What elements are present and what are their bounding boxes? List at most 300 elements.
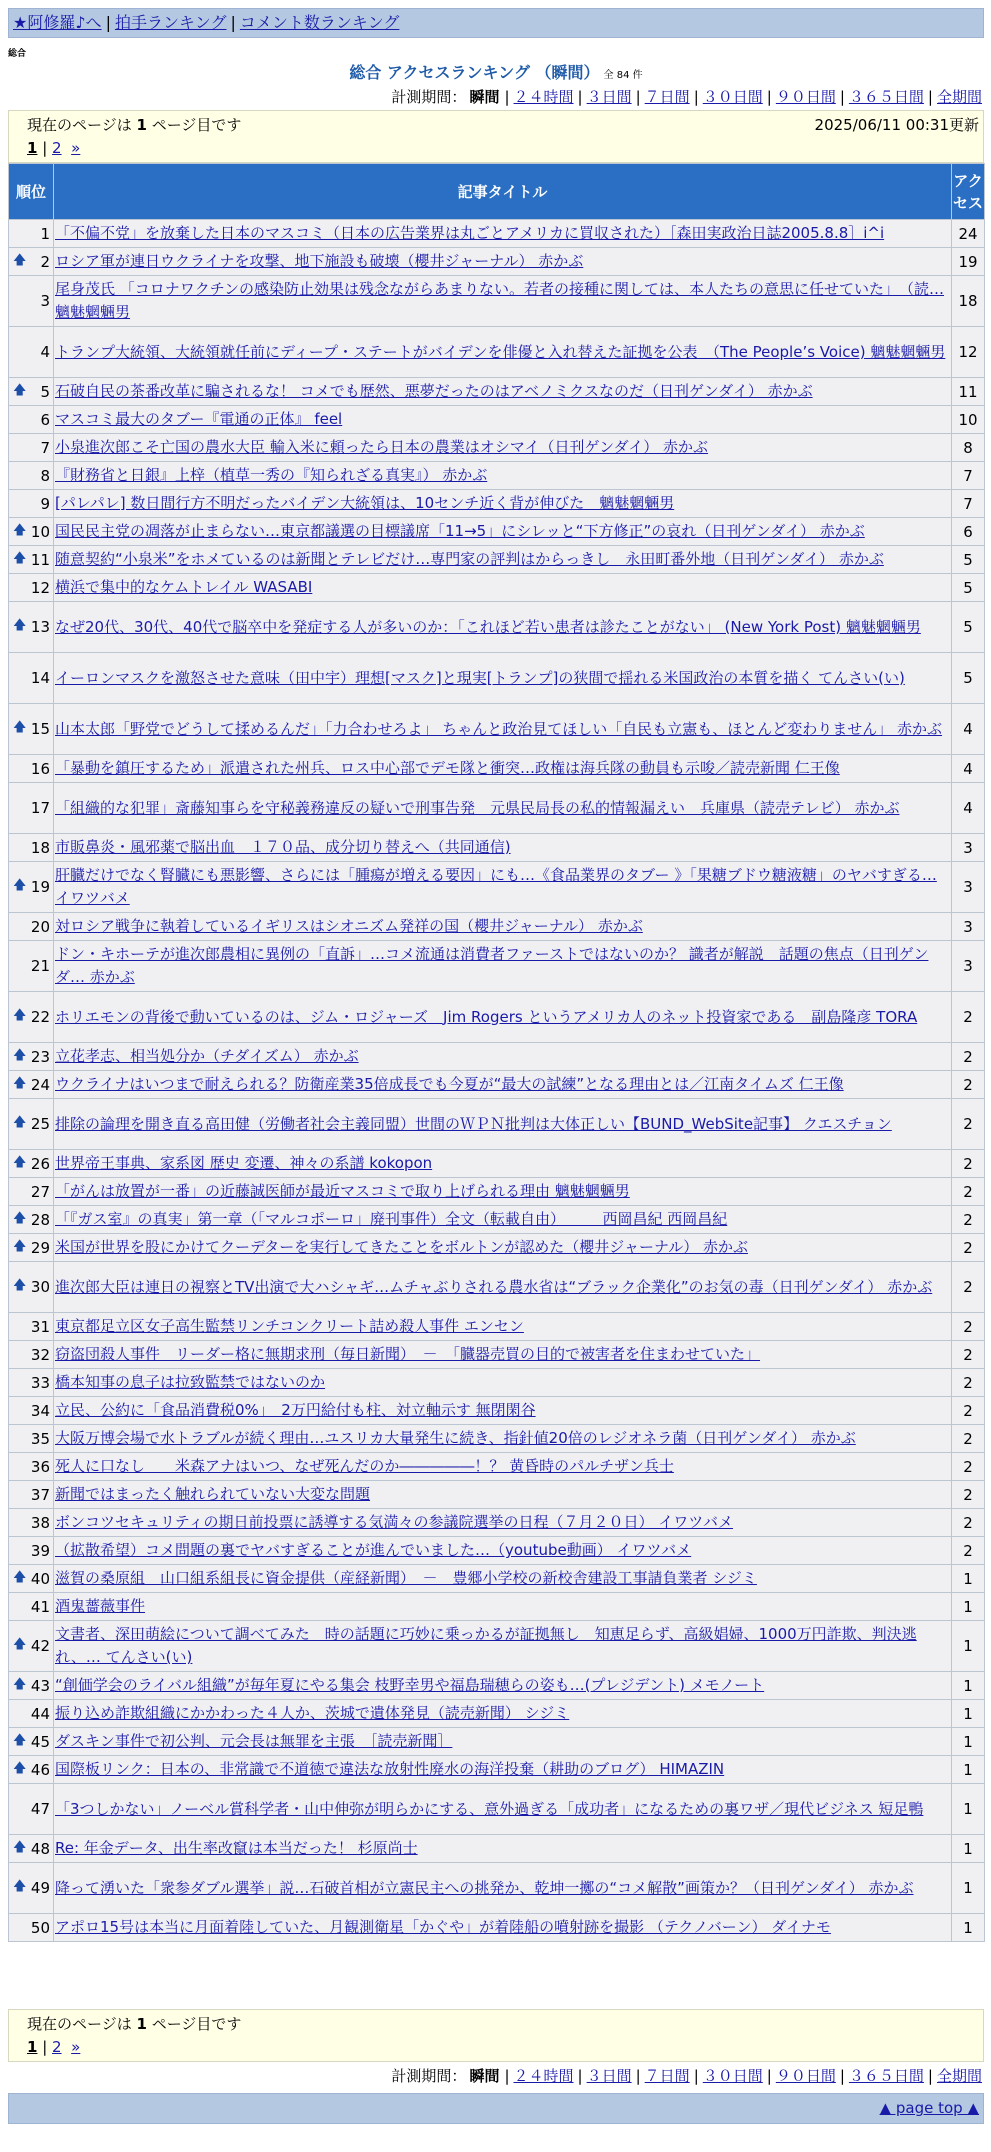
access-count: 2	[952, 1099, 985, 1150]
title-cell	[54, 1206, 952, 1234]
up-arrow-icon: 🡅	[13, 522, 27, 538]
article-link[interactable]: 大阪万博会場で水トラブルが続く理由…ユスリカ大量発生に続き、指針値20倍のレジオネラ菌（日刊ゲンダイ） 赤かぶ	[55, 1429, 856, 1447]
article-link[interactable]: 山本太郎「野党でどうして揉めるんだ」「力合わせろよ」 ちゃんと政治見てほしい「自民も立憲も、ほとんど変わりません」 赤かぶ	[55, 719, 943, 738]
rank-number: 7	[40, 438, 50, 457]
rank-cell	[9, 518, 54, 546]
period-link-90d[interactable]: ９０日間	[775, 2067, 836, 2085]
rank-column-header: 順位	[9, 164, 54, 220]
table-header-row	[9, 164, 985, 220]
period-link-365d[interactable]: ３６５日間	[848, 2067, 924, 2085]
total-count: 全 84 件	[603, 70, 643, 81]
article-link[interactable]: “創価学会のライバル組織”が毎年夏にやる集会 枝野幸男や福島瑞穂らの姿も…(プレジデント) メモノート	[55, 1676, 765, 1694]
next-page-link[interactable]: »	[71, 2038, 81, 2056]
title-cell	[54, 1341, 952, 1369]
title-cell	[54, 1043, 952, 1071]
rank-number: 26	[30, 1154, 50, 1173]
rank-number: 43	[30, 1676, 50, 1695]
article-link[interactable]: ウクライナはいつまで耐えられる？防衛産業35倍成長でも今夏が“最大の試練”となる理由とは／江南タイムズ 仁王像	[55, 1075, 844, 1093]
up-arrow-icon: 🡅	[13, 1210, 27, 1226]
access-count: 2	[952, 1043, 985, 1071]
article-link[interactable]: 「がんは放置が一番」の近藤誠医師が最近マスコミで取り上げられる理由 魑魅魍魎男	[55, 1182, 630, 1200]
article-link[interactable]: 世界帝王事典、家系図 歴史 変遷、神々の系譜 kokopon	[55, 1154, 433, 1172]
rank-cell	[9, 653, 54, 704]
table-row	[9, 1593, 985, 1621]
article-link[interactable]: （拡散希望）コメ問題の裏でヤバすぎることが進んでいました…（youtube動画） イワツバメ	[55, 1541, 692, 1559]
rank-number: 28	[30, 1210, 50, 1229]
title-cell	[54, 1756, 952, 1784]
title-cell	[54, 574, 952, 602]
rank-cell	[9, 1341, 54, 1369]
article-link[interactable]: 滋賀の桑原組 山口組系組長に資金提供（産経新聞） － 豊郷小学校の新校舎建設工事請負業者 シジミ	[55, 1569, 757, 1587]
table-row	[9, 434, 985, 462]
title-cell	[54, 378, 952, 406]
period-label: 計測期間：	[391, 2067, 467, 2085]
table-row	[9, 653, 985, 704]
table-row	[9, 755, 985, 783]
rank-cell	[9, 327, 54, 378]
article-link[interactable]: 排除の論理を開き直る高田健（労働者社会主義同盟）世間のＷＰＮ批判は大体正しい【BUND_WebSite記事】 クエスチョン	[55, 1114, 892, 1133]
access-count: 10	[952, 406, 985, 434]
title-cell	[54, 1262, 952, 1313]
table-row	[9, 1099, 985, 1150]
article-link[interactable]: 国民民主党の凋落が止まらない…東京都議選の目標議席「11→5」にシレッと“下方修正”の哀れ（日刊ゲンダイ） 赤かぶ	[55, 522, 865, 540]
up-arrow-icon: 🡅	[13, 878, 27, 893]
article-link[interactable]: 進次郎大臣は連日の視察とTV出演で大ハシャギ…ムチャぶりされる農水省は“ブラック企業化”のお気の毒（日刊ゲンダイ） 赤かぶ	[55, 1277, 933, 1296]
next-page-link[interactable]: »	[71, 139, 81, 157]
article-link[interactable]: 横浜で集中的なケムトレイル WASABI	[55, 578, 313, 596]
up-arrow-icon: 🡅	[13, 1732, 27, 1748]
article-link[interactable]: 降って湧いた「衆参ダブル選挙」説…石破首相が立憲民主への挑発か、乾坤一擲の“コメ解散”画策か？（日刊ゲンダイ） 赤かぶ	[55, 1878, 914, 1897]
rank-number: 19	[30, 878, 50, 896]
access-count: 2	[952, 1537, 985, 1565]
article-link[interactable]: 随意契約“小泉米”をホメているのは新聞とテレビだけ…専門家の評判はからっきし 永田町番外地（日刊ゲンダイ） 赤かぶ	[55, 550, 884, 568]
article-link[interactable]: アポロ15号は本当に月面着陸していた、月観測衛星「かぐや」が着陸船の噴射跡を撮影 （テクノバーン） ダイナモ	[55, 1918, 831, 1936]
rank-cell	[9, 1537, 54, 1565]
rank-cell	[9, 248, 54, 276]
rank-cell	[9, 1863, 54, 1914]
rank-number: 25	[30, 1115, 50, 1133]
rank-cell	[9, 1700, 54, 1728]
period-link-7d[interactable]: ７日間	[644, 2067, 690, 2085]
access-count: 1	[952, 1565, 985, 1593]
period-link-365d[interactable]: ３６５日間	[848, 88, 924, 106]
article-link[interactable]: 「不偏不党」を放棄した日本のマスコミ（日本の広告業界は丸ごとアメリカに買収された）［森田実政治日誌2005.8.8］i^i	[55, 224, 885, 242]
applause-ranking-link[interactable]: 拍手ランキング	[114, 13, 227, 32]
access-count: 1	[952, 1914, 985, 1942]
home-link[interactable]: ★阿修羅♪へ	[13, 13, 102, 32]
article-link[interactable]: 石破自民の茶番改革に騙されるな！ コメでも歴然、悪夢だったのはアベノミクスなのだ（日刊ゲンダイ） 赤かぶ	[55, 382, 813, 400]
title-cell	[54, 406, 952, 434]
title-cell	[54, 913, 952, 941]
title-cell	[54, 1835, 952, 1863]
rank-cell	[9, 1234, 54, 1262]
period-link-3d[interactable]: ３日間	[586, 88, 632, 106]
table-row	[9, 1835, 985, 1863]
rank-cell	[9, 913, 54, 941]
rank-cell	[9, 1178, 54, 1206]
up-arrow-icon: 🡅	[13, 1839, 27, 1855]
article-link[interactable]: 「『ガス室』の真実」第一章（「マルコポーロ」廃刊事件）全文（転載自由） 西岡昌紀 西岡昌紀	[55, 1210, 728, 1228]
period-link-24h[interactable]: ２４時間	[513, 2067, 574, 2085]
rank-cell	[9, 1043, 54, 1071]
access-count: 2	[952, 1206, 985, 1234]
up-arrow-icon: 🡅	[13, 720, 27, 735]
article-link[interactable]: 橋本知事の息子は拉致監禁ではないのか	[55, 1373, 326, 1391]
title-cell	[54, 1453, 952, 1481]
article-link[interactable]: イーロンマスクを激怒させた意味（田中宇）理想[マスク]と現実[トランプ]の狭間で揺れる米国政治の本質を描く てんさい(い)	[55, 668, 905, 687]
table-row	[9, 1071, 985, 1099]
up-arrow-icon: 🡅	[13, 1115, 27, 1130]
rank-number: 47	[30, 1800, 50, 1818]
up-arrow-icon: 🡅	[13, 1154, 27, 1170]
access-count: 24	[952, 220, 985, 248]
up-arrow-icon: 🡅	[13, 1238, 27, 1254]
article-link[interactable]: 東京都足立区女子高生監禁リンチコンクリート詰め殺人事件 エンセン	[55, 1317, 524, 1335]
access-count: 7	[952, 490, 985, 518]
up-arrow-icon: 🡅	[13, 1637, 27, 1652]
page-2-link[interactable]: 2	[52, 2038, 62, 2056]
up-arrow-icon: 🡅	[13, 1047, 27, 1063]
access-count: 2	[952, 1425, 985, 1453]
table-row	[9, 276, 985, 327]
article-link[interactable]: ボンコツセキュリティの期日前投票に誘導する気満々の参議院選挙の日程（７月２０日） イワツバメ	[55, 1513, 733, 1531]
period-link-90d[interactable]: ９０日間	[775, 88, 836, 106]
rank-number: 3	[40, 292, 50, 310]
table-row	[9, 462, 985, 490]
period-link-3d[interactable]: ３日間	[586, 2067, 632, 2085]
rank-number: 46	[30, 1760, 50, 1779]
rank-cell	[9, 1593, 54, 1621]
article-link[interactable]: 振り込め詐欺組織にかかわった４人か、茨城で遺体発見（読売新聞） シジミ	[55, 1704, 570, 1722]
rank-number: 15	[30, 720, 50, 738]
table-row	[9, 406, 985, 434]
title-cell	[54, 518, 952, 546]
article-link[interactable]: 立民、公約に「食品消費税0%」 2万円給付も柱、対立軸示す 無閉閑谷	[55, 1401, 536, 1419]
rank-number: 33	[30, 1373, 50, 1392]
rank-number: 5	[40, 382, 50, 401]
article-link[interactable]: なぜ20代、30代、40代で脳卒中を発症する人が多いのか：「これほど若い患者は診たことがない」 (New York Post) 魑魅魍魎男	[55, 617, 921, 636]
article-link[interactable]: 市販鼻炎・風邪薬で脳出血 １７０品、成分切り替えへ（共同通信)	[55, 838, 511, 856]
rank-cell	[9, 1262, 54, 1313]
up-arrow-icon: 🡅	[13, 382, 27, 398]
article-link[interactable]: ホリエモンの背後で動いているのは、ジム・ロジャーズ Jim Rogers というアメリカ人のネット投資家である 副島隆彦 TORA	[55, 1007, 918, 1026]
article-link[interactable]: 『財務省と日銀』上梓（植草一秀の『知られざる真実』） 赤かぶ	[55, 466, 488, 484]
rank-number: 37	[30, 1485, 50, 1504]
table-row	[9, 378, 985, 406]
period-link-all[interactable]: 全期間	[936, 2067, 982, 2085]
title-cell	[54, 755, 952, 783]
access-count: 2	[952, 1178, 985, 1206]
table-row	[9, 1700, 985, 1728]
rank-cell	[9, 1835, 54, 1863]
rank-number: 44	[30, 1704, 50, 1723]
rank-cell	[9, 834, 54, 862]
rank-number: 21	[30, 957, 50, 975]
top-nav-bar	[8, 8, 984, 38]
title-cell	[54, 1728, 952, 1756]
rank-cell	[9, 941, 54, 992]
article-link[interactable]: 「暴動を鎮圧するため」派遣された州兵、ロス中心部でデモ隊と衝突…政権は海兵隊の動員も示唆／読売新聞 仁王像	[55, 759, 840, 777]
table-row	[9, 1262, 985, 1313]
title-cell	[54, 783, 952, 834]
article-link[interactable]: 酒鬼薔薇事件	[55, 1597, 146, 1615]
page-1-current: 1	[27, 2038, 38, 2056]
rank-number: 42	[30, 1637, 50, 1655]
rank-cell	[9, 1565, 54, 1593]
access-count: 5	[952, 546, 985, 574]
rank-cell	[9, 1914, 54, 1942]
access-count: 19	[952, 248, 985, 276]
table-row	[9, 1453, 985, 1481]
access-count: 3	[952, 913, 985, 941]
page-links-bottom: 1 | 2 »	[27, 2038, 81, 2056]
article-link[interactable]: ドン・キホーテが進次郎農相に異例の「直訴」…コメ流通は消費者ファーストではないのか？ 識者が解説 話題の焦点（日刊ゲンダ… 赤かぶ	[55, 945, 929, 986]
updated-timestamp: 2025/06/11 00:31更新	[814, 116, 979, 134]
title-cell	[54, 276, 952, 327]
article-link[interactable]: 尾身茂氏 「コロナワクチンの感染防止効果は残念ながらあまりない。若者の接種に関しては、本人たちの意思に任せていた」 （読… 魑魅魍魎男	[55, 280, 945, 321]
rank-number: 48	[30, 1839, 50, 1858]
comment-ranking-link[interactable]: コメント数ランキング	[239, 13, 400, 32]
rank-number: 49	[30, 1879, 50, 1897]
rank-number: 4	[40, 343, 50, 361]
rank-number: 20	[30, 917, 50, 936]
article-link[interactable]: 新聞ではまったく触れられていない大変な問題	[55, 1485, 371, 1503]
article-link[interactable]: 「3つしかない」ノーベル賞科学者・山中伸弥が明らかにする、意外過ぎる「成功者」になるための裏ワザ／現代ビジネス 短足鴨	[55, 1799, 924, 1818]
title-cell	[54, 1397, 952, 1425]
access-count: 4	[952, 755, 985, 783]
up-arrow-icon: 🡅	[13, 252, 27, 268]
access-column-header: アクセス	[952, 164, 985, 220]
article-link[interactable]: 対ロシア戦争に執着しているイギリスはシオニズム発祥の国（櫻井ジャーナル） 赤かぶ	[55, 917, 643, 935]
ranking-title: 総合 アクセスランキング （瞬間）	[349, 63, 600, 82]
title-cell	[54, 862, 952, 913]
title-cell	[54, 1672, 952, 1700]
table-row	[9, 862, 985, 913]
rank-number: 41	[30, 1597, 50, 1616]
table-row	[9, 327, 985, 378]
access-count: 2	[952, 1509, 985, 1537]
article-link[interactable]: ダスキン事件で初公判、元会長は無罪を主張 ［読売新聞］	[55, 1732, 453, 1750]
title-cell	[54, 1565, 952, 1593]
title-cell	[54, 1099, 952, 1150]
access-count: 5	[952, 602, 985, 653]
rank-number: 50	[30, 1918, 50, 1937]
period-link-30d[interactable]: ３０日間	[702, 88, 763, 106]
table-row	[9, 1397, 985, 1425]
rank-cell	[9, 1313, 54, 1341]
table-row	[9, 1621, 985, 1672]
table-row	[9, 992, 985, 1043]
rank-cell	[9, 1784, 54, 1835]
ranking-table	[8, 163, 985, 1942]
access-count: 2	[952, 1150, 985, 1178]
access-count: 8	[952, 434, 985, 462]
table-row	[9, 248, 985, 276]
table-row	[9, 783, 985, 834]
article-link[interactable]: 立花孝志、相当処分か（チダイズム） 赤かぶ	[55, 1047, 359, 1065]
article-link[interactable]: 国際板リンク：日本の、非常識で不道徳で違法な放射性廃水の海洋投棄（耕助のブログ） HIMAZIN	[55, 1760, 725, 1778]
rank-number: 34	[30, 1401, 50, 1420]
period-link-30d[interactable]: ３０日間	[702, 2067, 763, 2085]
access-count: 5	[952, 653, 985, 704]
title-cell	[54, 1150, 952, 1178]
title-cell	[54, 220, 952, 248]
nav-separator: |	[230, 13, 236, 32]
access-count: 3	[952, 834, 985, 862]
title-cell	[54, 1700, 952, 1728]
rank-cell	[9, 1509, 54, 1537]
article-link[interactable]: 「組織的な犯罪」斎藤知事らを守秘義務違反の疑いで刑事告発 元県民局長の私的情報漏えい 兵庫県（読売テレビ） 赤かぶ	[55, 798, 900, 817]
rank-cell	[9, 1756, 54, 1784]
article-link[interactable]: 肝臓だけでなく腎臓にも悪影響、さらには「腫瘍が増える要因」にも…《食品業界のタブー 》「果糖ブドウ糖液糖」のヤバすぎる… イワツバメ	[55, 866, 937, 907]
section-label: 総合	[8, 49, 27, 59]
rank-number: 9	[40, 494, 50, 513]
title-cell	[54, 1071, 952, 1099]
title-column-header: 記事タイトル	[54, 164, 952, 220]
title-cell	[54, 653, 952, 704]
title-cell	[54, 462, 952, 490]
title-cell	[54, 490, 952, 518]
rank-number: 17	[30, 799, 50, 817]
article-link[interactable]: 文書者、深田萌絵について調べてみた 時の話題に巧妙に乗っかるが証拠無し 知恵足らず、高級娼婦、1000万円詐欺、判決逃れ、… てんさい(い)	[55, 1625, 917, 1666]
current-page-text: 現在のページは 1 ページ目です	[27, 116, 242, 134]
table-row	[9, 834, 985, 862]
article-link[interactable]: 小泉進次郎こそ亡国の農水大臣 輸入米に頼ったら日本の農業はオシマイ（日刊ゲンダイ） 赤かぶ	[55, 438, 709, 456]
title-cell	[54, 1178, 952, 1206]
nav-separator: |	[105, 13, 111, 32]
access-count: 2	[952, 1234, 985, 1262]
period-selector-top: 計測期間： 瞬間 | ２４時間 | ３日間 | ７日間 | ３０日間 | ９０日間 | ３６５日間 | 全期間	[391, 88, 982, 106]
access-count: 1	[952, 1756, 985, 1784]
rank-number: 32	[30, 1345, 50, 1364]
access-count: 18	[952, 276, 985, 327]
up-arrow-icon: 🡅	[13, 1676, 27, 1692]
title-cell	[54, 1537, 952, 1565]
rank-number: 29	[30, 1238, 50, 1257]
ranking-title-row	[8, 60, 984, 83]
rank-number: 12	[30, 578, 50, 597]
article-link[interactable]: マスコミ最大のタブー『電通の正体』 feel	[55, 410, 343, 428]
title-cell	[54, 327, 952, 378]
up-arrow-icon: 🡅	[13, 1278, 27, 1293]
title-cell	[54, 1425, 952, 1453]
up-arrow-icon: 🡅	[13, 1075, 27, 1091]
rank-cell	[9, 378, 54, 406]
article-link[interactable]: Re: 年金データ、出生率改竄は本当だった！ 杉原尚士	[55, 1839, 418, 1857]
title-cell	[54, 1234, 952, 1262]
rank-number: 6	[40, 410, 50, 429]
title-cell	[54, 941, 952, 992]
access-count: 1	[952, 1863, 985, 1914]
rank-number: 30	[30, 1278, 50, 1296]
rank-number: 10	[30, 522, 50, 541]
up-arrow-icon: 🡅	[13, 1569, 27, 1585]
rank-cell	[9, 783, 54, 834]
access-count: 4	[952, 704, 985, 755]
rank-cell	[9, 434, 54, 462]
title-cell	[54, 1863, 952, 1914]
rank-number: 2	[40, 252, 50, 271]
rank-cell	[9, 1481, 54, 1509]
table-row	[9, 704, 985, 755]
table-row	[9, 602, 985, 653]
table-row	[9, 1537, 985, 1565]
rank-number: 39	[30, 1541, 50, 1560]
table-row	[9, 490, 985, 518]
title-cell	[54, 1369, 952, 1397]
rank-number: 13	[30, 618, 50, 636]
table-row	[9, 1206, 985, 1234]
rank-number: 31	[30, 1317, 50, 1336]
access-count: 3	[952, 862, 985, 913]
table-row	[9, 1728, 985, 1756]
access-count: 12	[952, 327, 985, 378]
title-cell	[54, 1509, 952, 1537]
rank-cell	[9, 1071, 54, 1099]
table-row	[9, 1425, 985, 1453]
table-row	[9, 1178, 985, 1206]
period-selected: 瞬間	[469, 2067, 500, 2085]
rank-cell	[9, 220, 54, 248]
title-cell	[54, 1593, 952, 1621]
pager-bottom	[8, 2009, 984, 2062]
table-row	[9, 1369, 985, 1397]
access-count: 2	[952, 1481, 985, 1509]
access-count: 2	[952, 1453, 985, 1481]
rank-cell	[9, 1728, 54, 1756]
table-row	[9, 1313, 985, 1341]
rank-cell	[9, 546, 54, 574]
rank-cell	[9, 1150, 54, 1178]
title-cell	[54, 602, 952, 653]
access-count: 4	[952, 783, 985, 834]
rank-number: 27	[30, 1182, 50, 1201]
article-link[interactable]: 米国が世界を股にかけてクーデターを実行してきたことをボルトンが認めた（櫻井ジャーナル） 赤かぶ	[55, 1238, 748, 1256]
up-arrow-icon: 🡅	[13, 618, 27, 633]
table-row	[9, 1509, 985, 1537]
rank-cell	[9, 862, 54, 913]
pager-top	[8, 110, 984, 163]
access-count: 1	[952, 1593, 985, 1621]
table-row	[9, 1234, 985, 1262]
access-count: 2	[952, 1262, 985, 1313]
rank-cell	[9, 1369, 54, 1397]
period-link-24h[interactable]: ２４時間	[513, 88, 574, 106]
rank-number: 35	[30, 1429, 50, 1448]
article-link[interactable]: 窃盗団殺人事件 リーダー格に無期求刑（毎日新聞） － 「臓器売買の目的で被害者を住まわせていた」	[55, 1345, 761, 1363]
title-cell	[54, 992, 952, 1043]
period-link-7d[interactable]: ７日間	[644, 88, 690, 106]
article-link[interactable]: ロシア軍が連日ウクライナを攻撃、地下施設も破壊（櫻井ジャーナル） 赤かぶ	[55, 252, 584, 270]
period-link-all[interactable]: 全期間	[936, 88, 982, 106]
rank-number: 8	[40, 466, 50, 485]
rank-cell	[9, 1397, 54, 1425]
rank-cell	[9, 1099, 54, 1150]
access-count: 1	[952, 1700, 985, 1728]
rank-number: 36	[30, 1457, 50, 1476]
article-link[interactable]: 死人に口なし 米森アナはいつ、なぜ死んだのか―――――！？ 黄昏時のパルチザン兵士	[55, 1457, 674, 1475]
article-link[interactable]: トランプ大統領、大統領就任前にディープ・ステートがバイデンを俳優と入れ替えた証拠を公表 （The People’s Voice) 魑魅魍魎男	[55, 342, 946, 361]
title-cell	[54, 546, 952, 574]
rank-number: 16	[30, 759, 50, 778]
title-cell	[54, 834, 952, 862]
access-count: 3	[952, 941, 985, 992]
page-top-link[interactable]: ▲ page top ▲	[879, 2099, 979, 2117]
rank-cell	[9, 755, 54, 783]
article-link[interactable]: [パレパレ] 数日間行方不明だったバイデン大統領は、10センチ近く背が伸びた 魑魅魍魎男	[55, 494, 675, 512]
page-2-link[interactable]: 2	[52, 139, 62, 157]
rank-number: 40	[30, 1569, 50, 1588]
